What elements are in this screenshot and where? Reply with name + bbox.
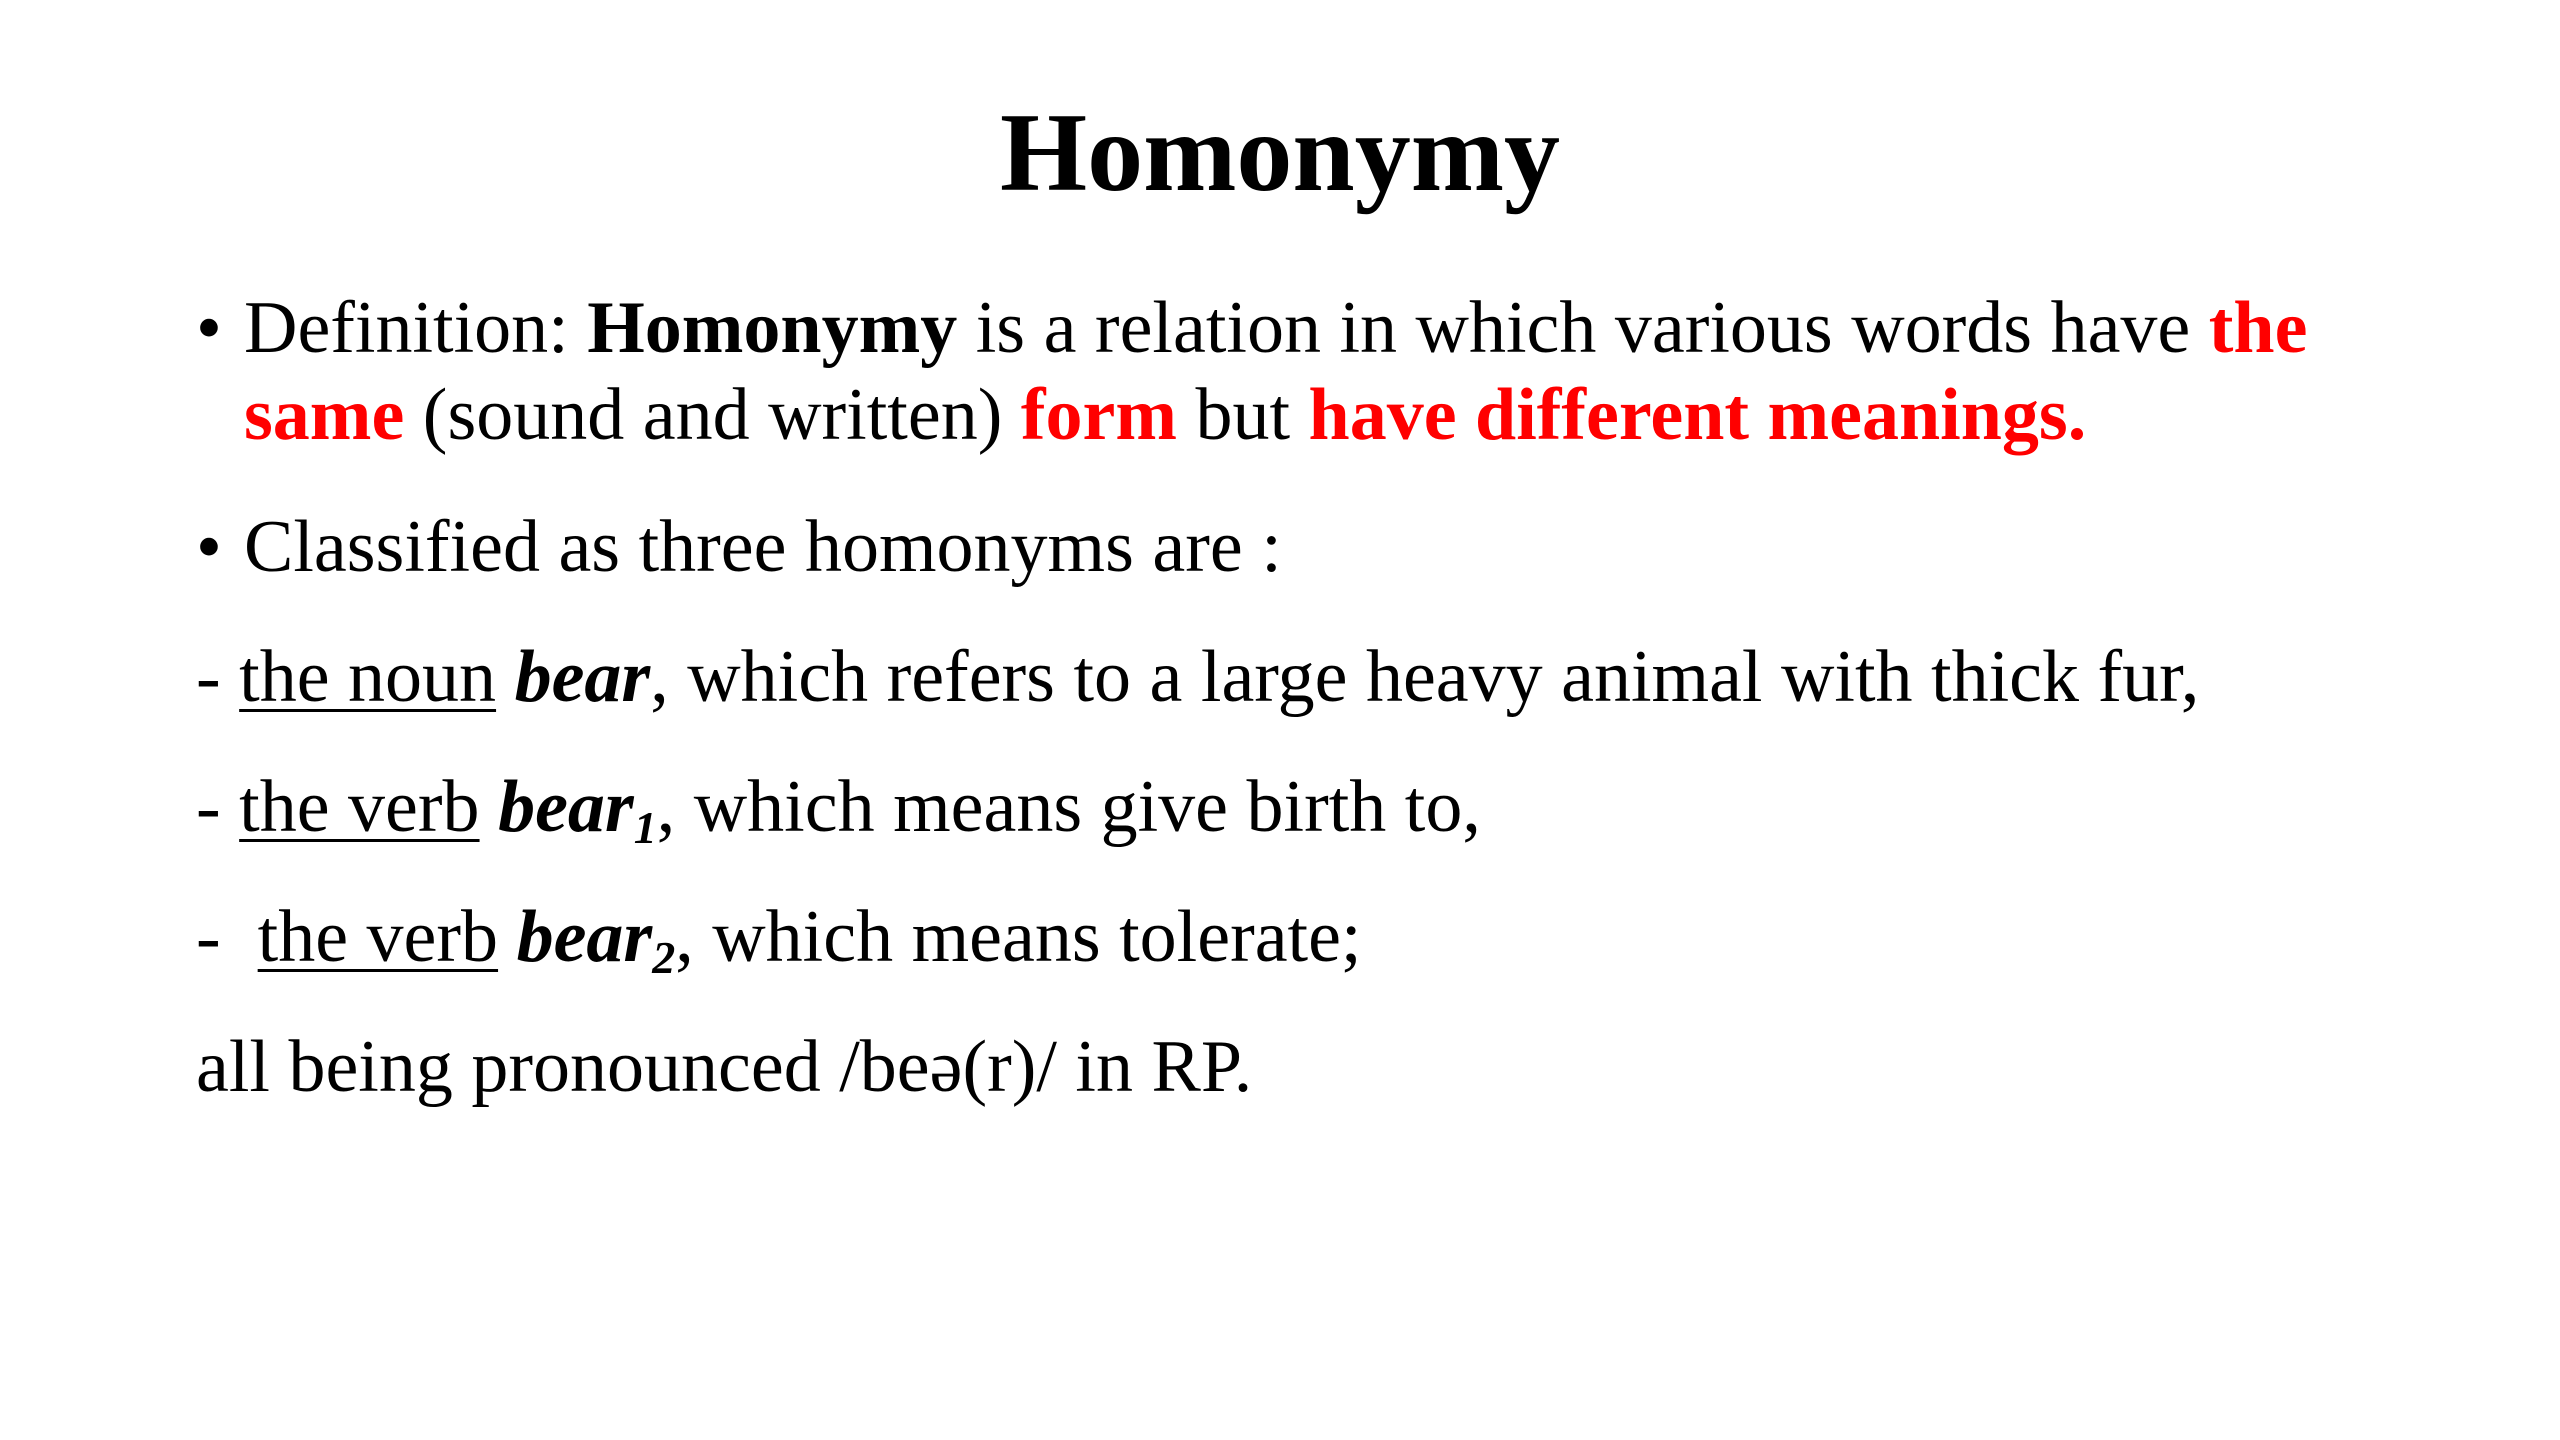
item-rest: , which refers to a large heavy animal with thick fur, bbox=[650, 636, 2200, 718]
definition-text-1: is a relation in which various words have bbox=[957, 287, 2209, 369]
slide-title: Homonymy bbox=[1000, 91, 1560, 215]
definition-term: Homonymy bbox=[587, 287, 958, 369]
item-word: bear bbox=[516, 896, 653, 978]
definition-text-2: (sound and written) bbox=[404, 374, 1021, 456]
item-dash: - bbox=[196, 766, 240, 848]
definition-lead: Definition: bbox=[244, 287, 588, 369]
item-rest: , which means give birth to, bbox=[656, 766, 1481, 848]
item-label: the noun bbox=[239, 636, 497, 718]
definition-highlight-different: have different meanings. bbox=[1308, 374, 2087, 456]
item-label: the verb bbox=[239, 766, 480, 848]
bullet-dot: • bbox=[196, 506, 222, 588]
item-subscript: 2 bbox=[652, 932, 676, 983]
list-item bbox=[196, 634, 2456, 721]
definition-highlight-same: the same bbox=[244, 287, 2308, 456]
item-dash: - bbox=[196, 896, 258, 978]
definition-highlight-form: form bbox=[1020, 374, 1177, 456]
definition-text-3: but bbox=[1176, 374, 1309, 456]
classified-bullet bbox=[196, 504, 2456, 591]
closing-line: all being pronounced /beə(r)/ in RP. bbox=[196, 1026, 1253, 1108]
list-item bbox=[196, 764, 2456, 851]
definition-bullet bbox=[196, 285, 2456, 459]
item-word: bear bbox=[514, 636, 651, 718]
classified-text: Classified as three homonyms are : bbox=[244, 506, 1282, 588]
bullet-dot: • bbox=[196, 287, 222, 369]
item-word: bear bbox=[498, 766, 634, 848]
item-label: the verb bbox=[257, 896, 499, 978]
slide-body bbox=[196, 285, 2456, 1111]
item-rest: , which means tolerate; bbox=[675, 896, 1362, 978]
item-dash: - bbox=[196, 636, 240, 718]
list-item bbox=[196, 894, 2456, 981]
item-subscript: 1 bbox=[633, 802, 657, 853]
